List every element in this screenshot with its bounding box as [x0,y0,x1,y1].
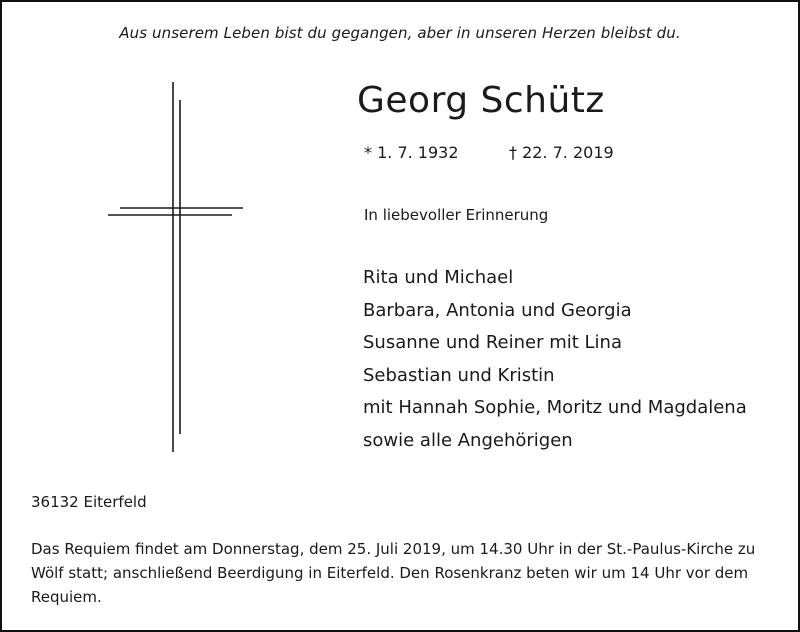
service-notice: Das Requiem findet am Donnerstag, dem 25. Juli 2019, um 14.30 Uhr in der St.-Paulus-Kirche zu Wölf statt; anschließend Beerdigung in Eiterfeld. Den Rosenkranz beten wir um 14 Uhr vor dem Requiem. [31,540,756,606]
location: 36132 Eiterfeld [31,493,147,511]
mourner-line: Barbara, Antonia und Georgia [363,299,632,321]
deceased-name: Georg Schütz [357,80,605,121]
cross-icon [108,82,248,452]
mourner-line: mit Hannah Sophie, Moritz und Magdalena [363,397,747,418]
death-date: † 22. 7. 2019 [509,143,614,162]
mourners-list [363,262,747,457]
birth-date: * 1. 7. 1932 [364,143,459,162]
motto: Aus unserem Leben bist du gegangen, aber in unseren Herzen bleibst du. [119,24,681,42]
mourner-line: sowie alle Angehörigen [363,429,573,451]
memory-line: In liebevoller Erinnerung [364,206,549,224]
mourner-line: Sebastian und Kristin [363,364,555,386]
mourner-line: Susanne und Reiner mit Lina [363,332,622,353]
mourner-line: Rita und Michael [363,267,514,288]
